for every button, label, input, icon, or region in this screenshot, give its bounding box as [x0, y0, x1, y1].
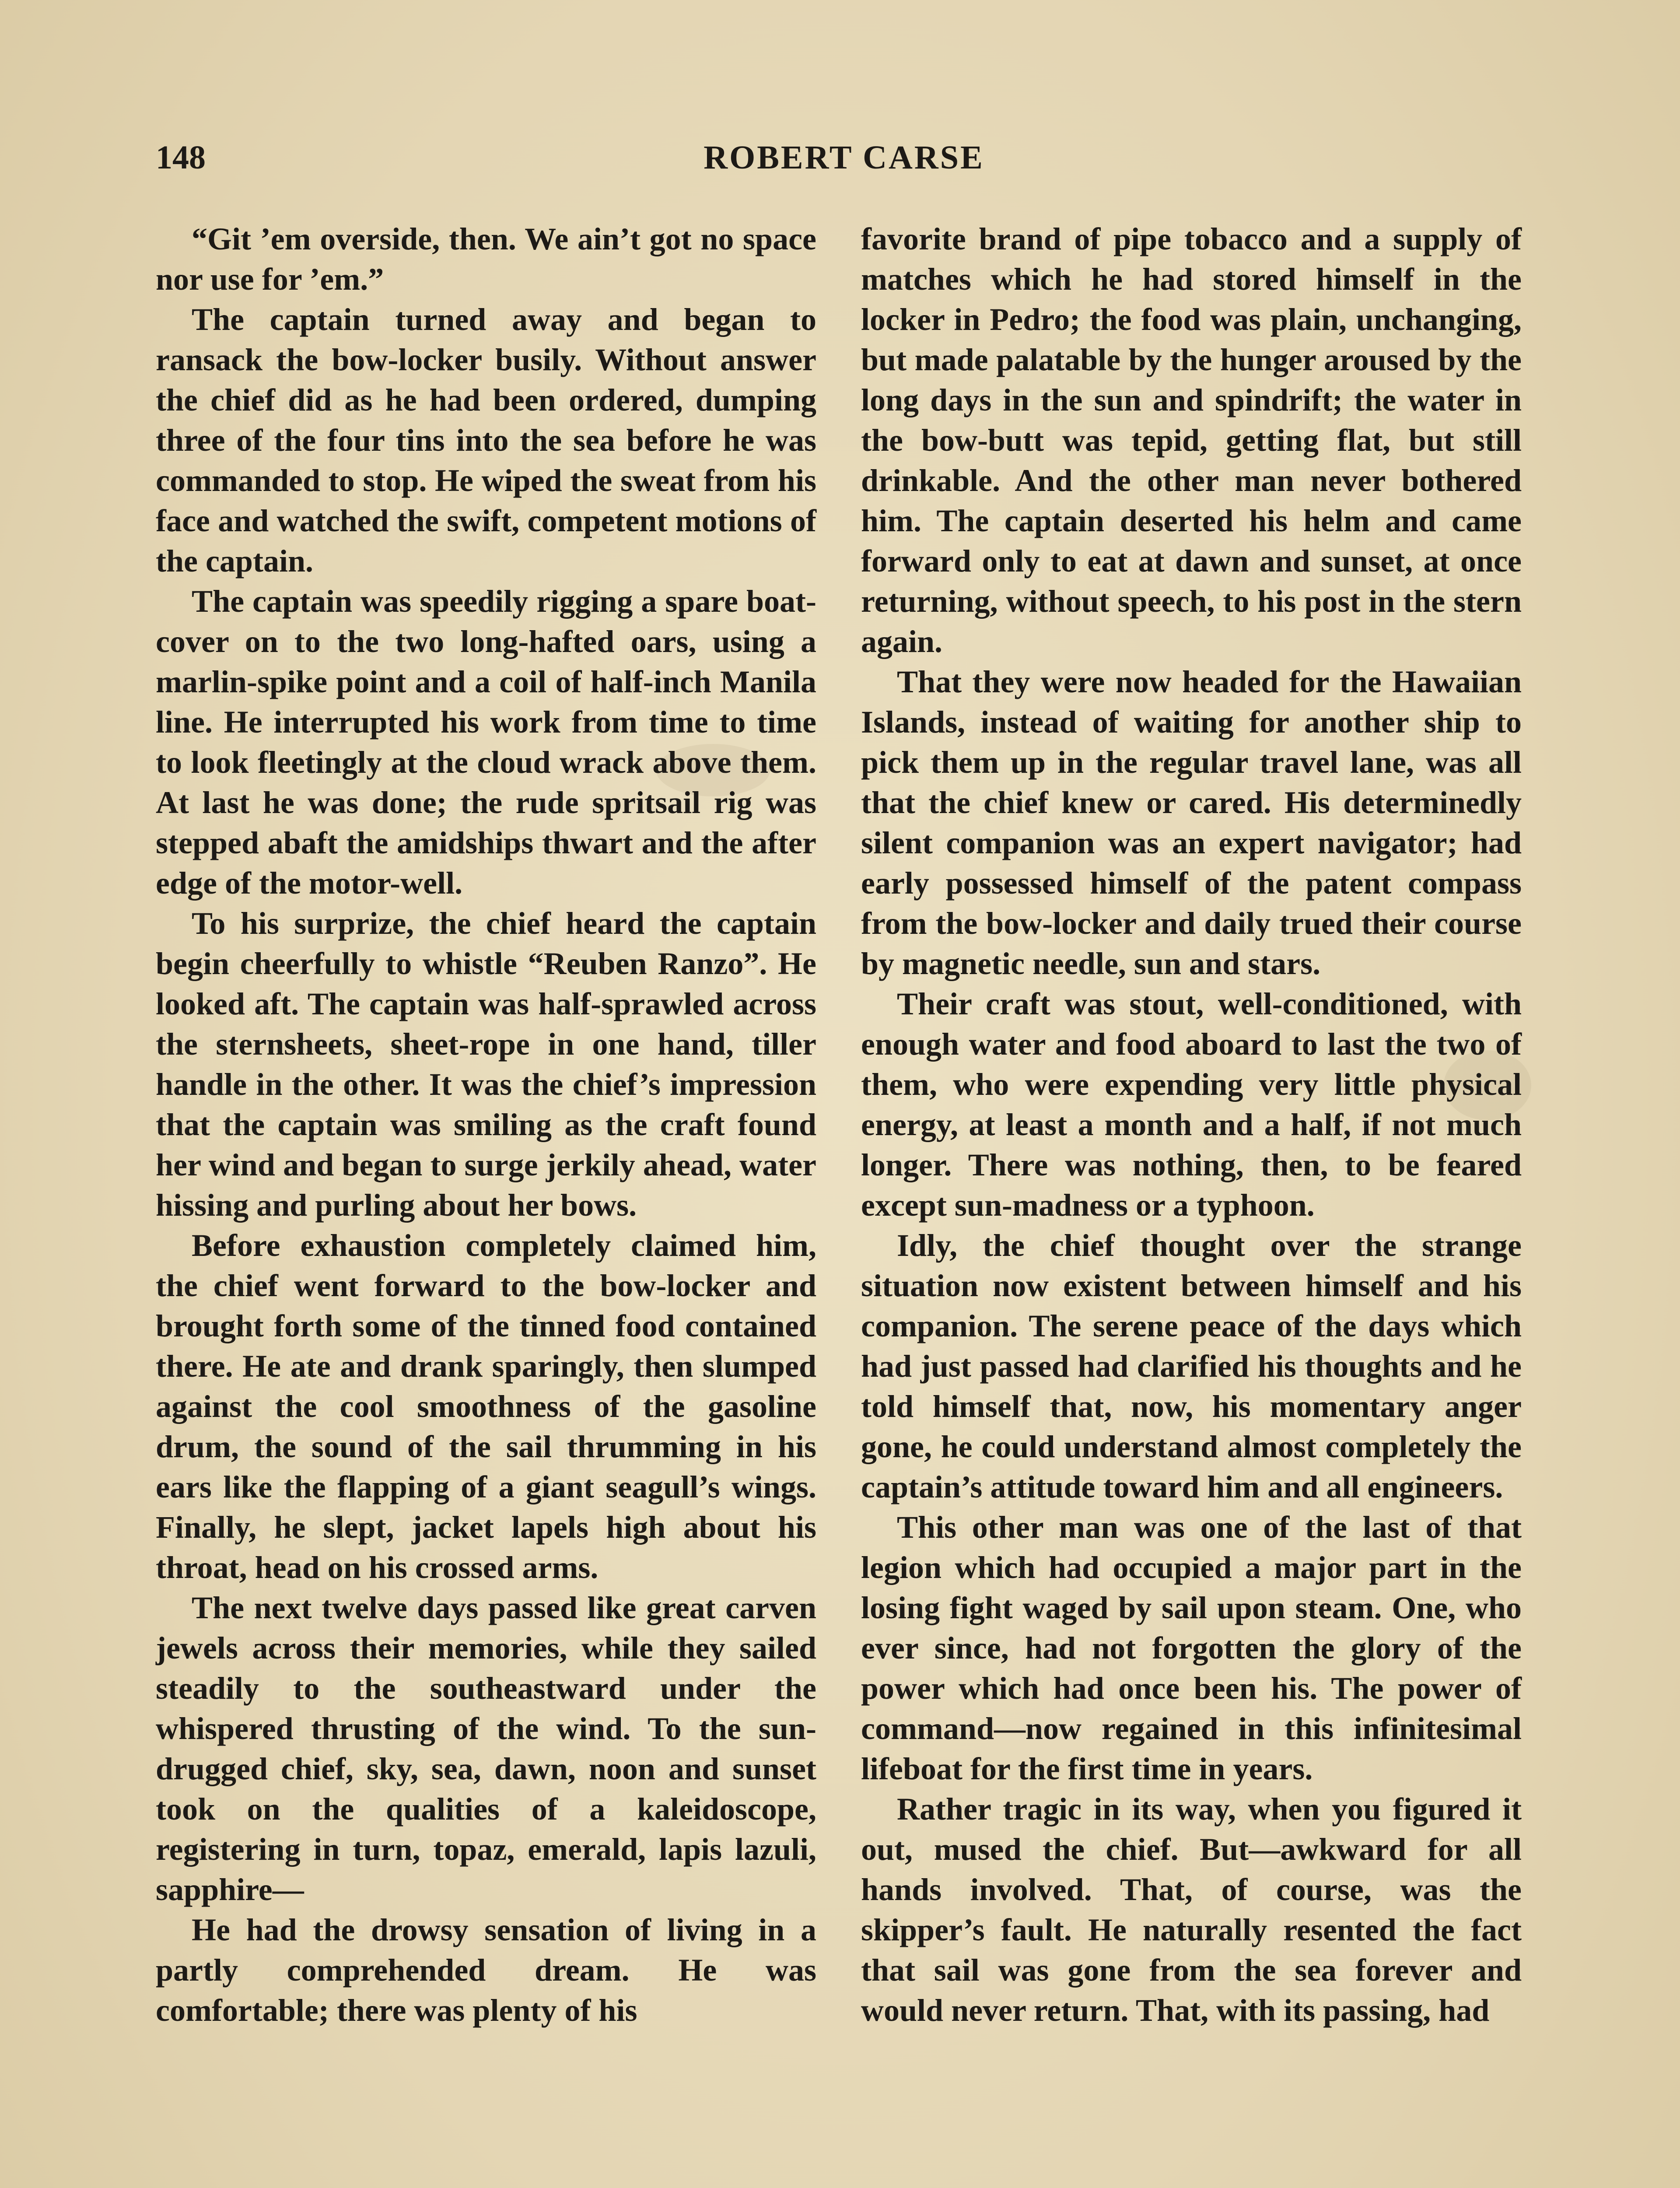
page-number: 148: [156, 139, 206, 176]
paragraph: The captain was speedily rigging a spare boat-cover on to the two long-hafted oars, using a marlin-spike point and a coil of half-inch Manila line. He interrupted his work from time to time to look fleetingly at the cloud wrack above them. At last he was done; the rude spritsail rig was stepped abaft the amidships thwart and the after edge of the motor-well.: [156, 584, 816, 901]
paragraph: This other man was one of the last of that legion which had occupied a major part in the losing fight waged by sail upon steam. One, who ever since, had not forgotten the glory of the power which had once been his. The power of command—now regained in this infinitesimal lifeboat for the first time in years.: [861, 1510, 1522, 1786]
paragraph: That they were now headed for the Hawaiian Islands, instead of waiting for another ship to pick them up in the regular travel lane, was all that the chief knew or cared. His determinedly silent companion was an expert navigator; had early possessed himself of the patent compass from the bow-locker and daily trued their course by magnetic needle, sun and stars.: [861, 664, 1522, 981]
paragraph: The next twelve days passed like great carven jewels across their memories, while they sailed steadily to the southeastward under the whispered thrusting of the wind. To the sun-drugged chief, sky, sea, dawn, noon and sunset took on the qualities of a kaleidoscope, registering in turn, topaz, emerald, lapis lazuli, sapphire—: [156, 1590, 816, 1907]
paragraph: To his surprize, the chief heard the captain begin cheerfully to whistle “Reuben Ranzo”. He looked aft. The captain was half-sprawled across the sternsheets, sheet-rope in one hand, tiller handle in the other. It was the chief’s impression that the captain was smiling as the craft found her wind and began to surge jerkily ahead, water hissing and purling about her bows.: [156, 906, 816, 1223]
paragraph: Their craft was stout, well-conditioned, with enough water and food aboard to last the two of them, who were expending very little physical energy, at least a month and a half, if not much longer. There was nothing, then, to be feared except sun-madness or a typhoon.: [861, 986, 1522, 1223]
paragraph: The captain turned away and began to ransack the bow-locker busily. Without answer the chief did as he had been ordered, dumping three of the four tins into the sea before he was commanded to stop. He wiped the sweat from his face and watched the swift, competent motions of the captain.: [156, 302, 816, 579]
paragraph: Before exhaustion completely claimed him, the chief went forward to the bow-locker and brought forth some of the tinned food contained there. He ate and drank sparingly, then slumped against the cool smoothness of the gasoline drum, the sound of the sail thrumming in his ears like the flapping of a giant seagull’s wings. Finally, he slept, jacket lapels high about his throat, head on his crossed arms.: [156, 1228, 816, 1585]
paragraph-continued: favorite brand of pipe tobacco and a supply of matches which he had stored himself in the locker in Pedro; the food was plain, unchanging, but made palatable by the hunger aroused by the long days in the sun and spindrift; the water in the bow-butt was tepid, getting flat, but still drinkable. And the other man never bothered him. The captain deserted his helm and came forward only to eat at dawn and sunset, at once returning, without speech, to his post in the stern again.: [861, 221, 1522, 659]
paragraph: Idly, the chief thought over the strange situation now existent between himself and his companion. The serene peace of the days which had just passed had clarified his thoughts and he told himself that, now, his momentary anger gone, he could understand almost completely the captain’s attitude toward him and all engineers.: [861, 1228, 1522, 1504]
left-column: [156, 219, 816, 2030]
paragraph: “Git ’em overside, then. We ain’t got no space nor use for ’em.”: [156, 221, 816, 297]
paragraph: He had the drowsy sensation of living in a partly comprehended dream. He was comfortable; there was plenty of his: [156, 1912, 816, 2028]
paragraph: Rather tragic in its way, when you figured it out, mused the chief. But—awkward for all hands involved. That, of course, was the skipper’s fault. He naturally resented the fact that sail was gone from the sea forever and would never return. That, with its passing, had: [861, 1792, 1522, 2028]
running-head: [156, 131, 1532, 184]
running-title: ROBERT CARSE: [704, 139, 984, 176]
right-column: [861, 219, 1522, 2030]
